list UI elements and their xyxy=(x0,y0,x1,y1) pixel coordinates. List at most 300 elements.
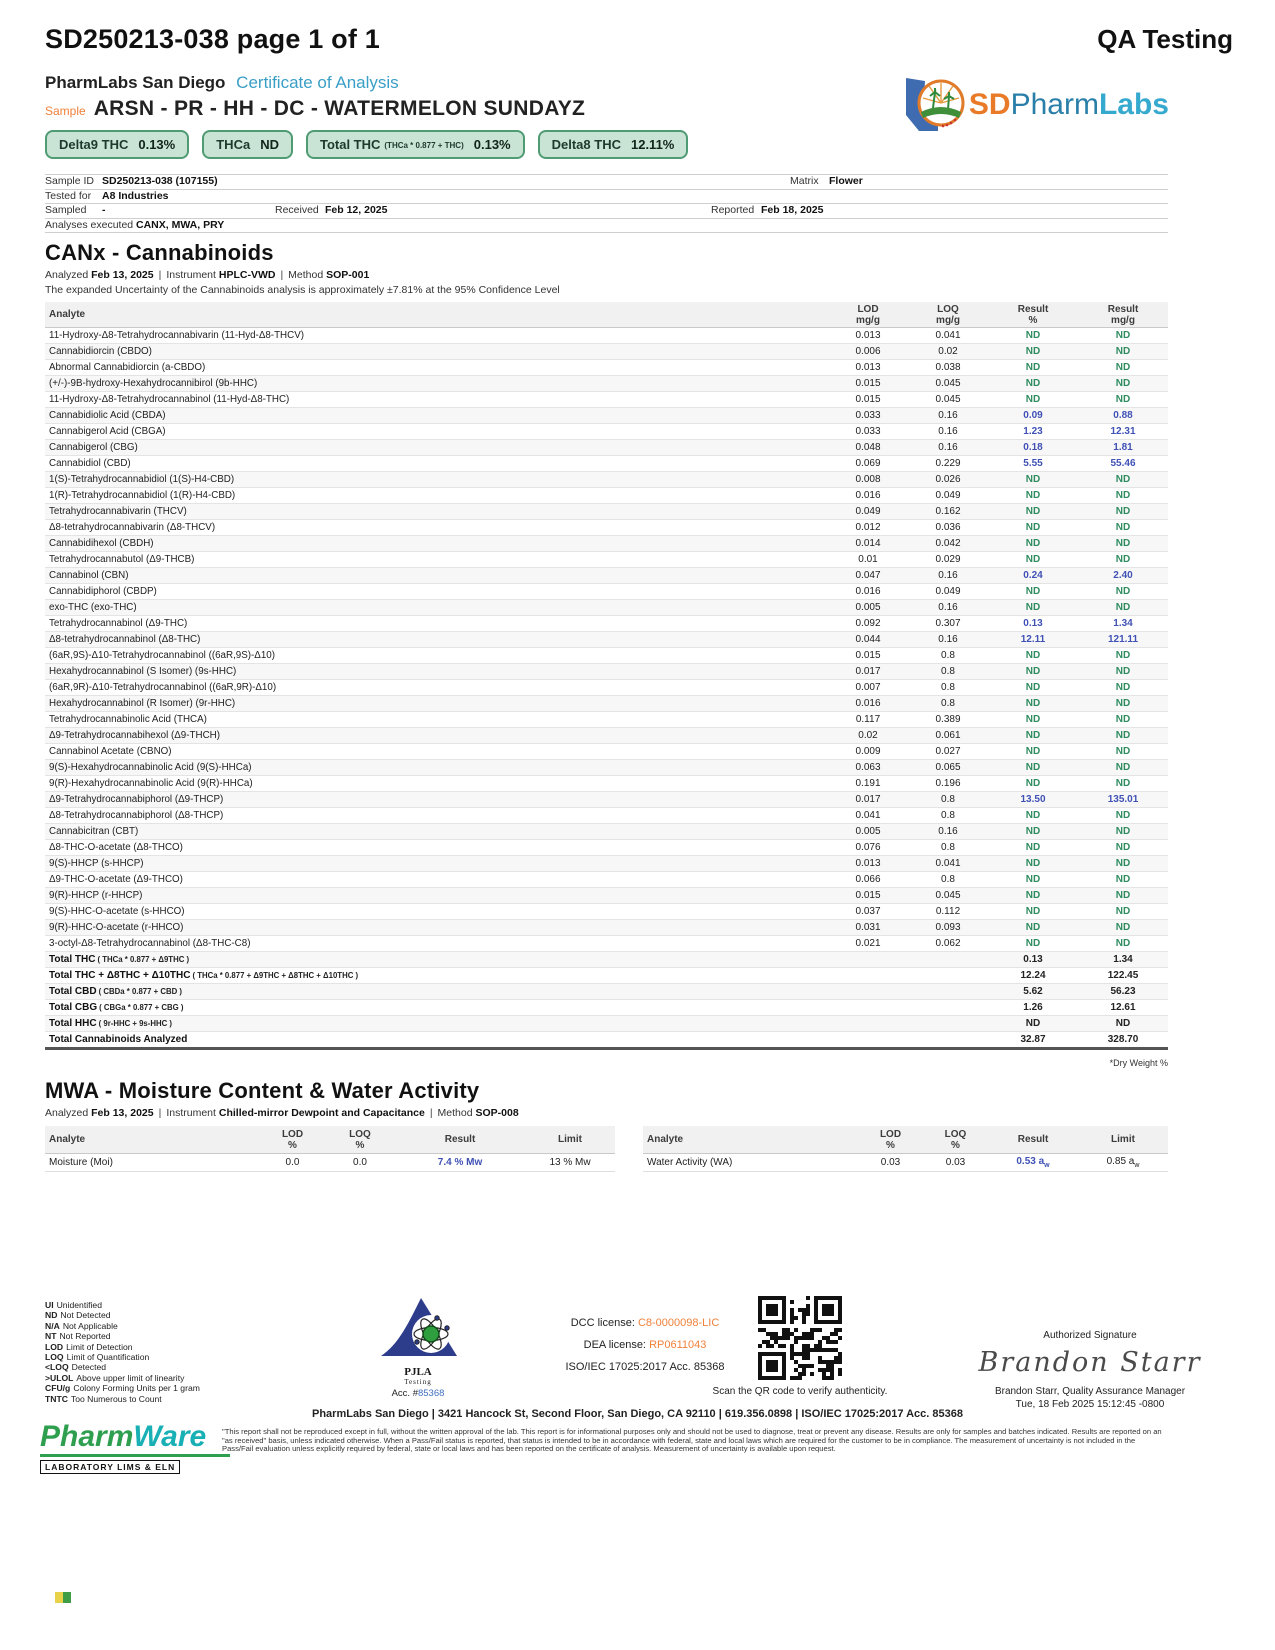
lod-value: 0.014 xyxy=(855,538,881,549)
analyte-row xyxy=(45,568,1168,584)
result-mg: ND xyxy=(1115,650,1131,661)
analyte-name: exo-THC (exo-THC) xyxy=(49,602,137,613)
info-row xyxy=(45,189,1168,204)
lab-title-row xyxy=(45,73,399,93)
result-percent: ND xyxy=(1025,330,1041,341)
result-mg: ND xyxy=(1115,666,1131,677)
sample-label: Sample xyxy=(45,104,86,118)
analyte-row xyxy=(45,424,1168,440)
total-row xyxy=(45,1016,1168,1032)
lod-value: 0.033 xyxy=(855,410,881,421)
result-percent: ND xyxy=(1025,858,1041,869)
sampled-value: - xyxy=(102,204,106,216)
result-mg: ND xyxy=(1115,858,1131,869)
legend-item: ND Not Detected xyxy=(45,1310,111,1321)
legend-abbr: LOD xyxy=(45,1341,64,1352)
received-label: Received xyxy=(275,204,319,216)
analyte-row xyxy=(45,488,1168,504)
result-mg: ND xyxy=(1115,810,1131,821)
loq-value: 0.16 xyxy=(938,634,958,645)
cannabinoids-meta: Analyzed Feb 13, 2025 | Instrument HPLC-VWD | Method SOP-001 xyxy=(45,269,370,281)
analyte-name: 9(S)-Hexahydrocannabinolic Acid (9(S)-HHCa) xyxy=(49,762,252,773)
analyte-row xyxy=(45,776,1168,792)
lod-value: 0.012 xyxy=(855,522,881,533)
column-header: Analyte xyxy=(49,309,86,320)
pharmware-underline xyxy=(40,1454,230,1457)
analyte-name: Cannabidiorcin (CBDO) xyxy=(49,346,152,357)
instrument-value: Chilled-mirror Dewpoint and Capacitance xyxy=(218,1107,425,1119)
lod-value: 0.015 xyxy=(855,378,881,389)
loq-value: 0.093 xyxy=(935,922,961,933)
lod-value: 0.063 xyxy=(855,762,881,773)
analyte-row xyxy=(45,696,1168,712)
loq-value: 0.8 xyxy=(941,682,955,693)
loq-value: 0.229 xyxy=(935,458,961,469)
analyte-row xyxy=(643,1154,1168,1172)
result-mg: ND xyxy=(1115,490,1131,501)
result-percent: ND xyxy=(1025,602,1041,613)
analyte-name: 9(R)-HHC-O-acetate (r-HHCO) xyxy=(49,922,184,933)
analyte-row xyxy=(45,904,1168,920)
pjla-accreditation xyxy=(363,1296,473,1399)
reported-value: Feb 18, 2025 xyxy=(761,204,824,216)
result-percent: ND xyxy=(1025,506,1041,517)
result-mg: ND xyxy=(1115,778,1131,789)
pjla-name: PJLA xyxy=(404,1366,432,1378)
analyte-row xyxy=(45,744,1168,760)
result-mg: ND xyxy=(1115,922,1131,933)
lod-value: 0.092 xyxy=(855,618,881,629)
legend-item: CFU/g Colony Forming Units per 1 gram xyxy=(45,1383,200,1394)
analyte-name: Δ8-tetrahydrocannabinol (Δ8-THC) xyxy=(49,634,201,645)
analyzed-date: Feb 13, 2025 xyxy=(91,269,154,281)
lod-value: 0.03 xyxy=(880,1157,901,1168)
result-mg: ND xyxy=(1115,826,1131,837)
total-percent: 5.62 xyxy=(1023,986,1043,997)
table-header-row xyxy=(643,1126,1168,1154)
result-percent: ND xyxy=(1025,682,1041,693)
analyte-row xyxy=(45,456,1168,472)
result-percent: 13.50 xyxy=(1020,794,1046,805)
pjla-sub: Testing xyxy=(404,1378,432,1386)
result-percent: 0.18 xyxy=(1023,442,1043,453)
instrument-label: Instrument xyxy=(166,1107,216,1119)
result-percent: ND xyxy=(1025,730,1041,741)
page-header xyxy=(45,24,1233,55)
analyte-name: Δ8-tetrahydrocannabivarin (Δ8-THCV) xyxy=(49,522,216,533)
total-row xyxy=(45,1032,1168,1050)
analyte-name: Hexahydrocannabinol (S Isomer) (9s-HHC) xyxy=(49,666,237,677)
result-percent: ND xyxy=(1025,906,1041,917)
badge-value: ND xyxy=(260,137,279,152)
lod-value: 0.016 xyxy=(855,586,881,597)
badge-value: 0.13% xyxy=(138,137,176,152)
result-mg: ND xyxy=(1115,362,1131,373)
method-value: SOP-001 xyxy=(326,269,370,281)
result-mg: ND xyxy=(1115,394,1131,405)
analyte-row xyxy=(45,824,1168,840)
result-percent: 0.24 xyxy=(1023,570,1043,581)
result-mg: ND xyxy=(1115,762,1131,773)
result-mg: 55.46 xyxy=(1110,458,1136,469)
analyte-row xyxy=(45,360,1168,376)
result-mg: ND xyxy=(1115,506,1131,517)
loq-value: 0.036 xyxy=(935,522,961,533)
analyte-name: Δ8-THC-O-acetate (Δ8-THCO) xyxy=(49,842,183,853)
column-header: LOQ mg/g xyxy=(936,303,960,326)
signature-timestamp: Tue, 18 Feb 2025 15:12:45 -0800 xyxy=(1015,1399,1165,1410)
loq-value: 0.038 xyxy=(935,362,961,373)
badge-label: Delta9 THC xyxy=(59,137,129,152)
analyzed-date: Feb 13, 2025 xyxy=(91,1107,154,1119)
badge-label: THCa xyxy=(216,137,251,152)
dea-license: DEA license: RP0611043 xyxy=(583,1339,707,1351)
lod-value: 0.033 xyxy=(855,426,881,437)
method-label: Method xyxy=(288,269,324,281)
result-percent: ND xyxy=(1025,890,1041,901)
total-percent: 12.24 xyxy=(1020,970,1046,981)
loq-value: 0.045 xyxy=(935,378,961,389)
lod-value: 0.013 xyxy=(855,858,881,869)
result-mg: 135.01 xyxy=(1107,794,1139,805)
result-value: 0.53 $a_w$ xyxy=(1016,1156,1050,1169)
loq-value: 0.16 xyxy=(938,442,958,453)
moisture-section xyxy=(45,1078,1168,1172)
lod-value: 0.017 xyxy=(855,666,881,677)
column-header: Result % xyxy=(1017,303,1049,326)
analyte-name: Cannabigerol Acid (CBGA) xyxy=(49,426,166,437)
lod-value: 0.066 xyxy=(855,874,881,885)
sample-id-label: Sample ID xyxy=(45,175,95,187)
lod-value: 0.017 xyxy=(855,794,881,805)
result-percent: ND xyxy=(1025,698,1041,709)
loq-value: 0.16 xyxy=(938,410,958,421)
analyte-name: Tetrahydrocannabinolic Acid (THCA) xyxy=(49,714,207,725)
analyte-row xyxy=(45,712,1168,728)
lod-value: 0.015 xyxy=(855,394,881,405)
analyte-row xyxy=(45,808,1168,824)
analyte-row xyxy=(45,760,1168,776)
loq-value: 0.027 xyxy=(935,746,961,757)
legend-abbr: >ULOL xyxy=(45,1372,74,1383)
analyte-name: Δ8-Tetrahydrocannabiphorol (Δ8-THCP) xyxy=(49,810,224,821)
result-percent: ND xyxy=(1025,394,1041,405)
result-mg: 0.88 xyxy=(1113,410,1133,421)
analyte-row xyxy=(45,552,1168,568)
result-percent: 1.23 xyxy=(1023,426,1043,437)
result-mg: ND xyxy=(1115,522,1131,533)
analyte-name: 9(S)-HHC-O-acetate (s-HHCO) xyxy=(49,906,185,917)
loq-value: 0.16 xyxy=(938,826,958,837)
result-percent: ND xyxy=(1025,746,1041,757)
qa-testing-label: QA Testing xyxy=(1097,24,1233,54)
qr-caption: Scan the QR code to verify authenticity. xyxy=(712,1386,888,1397)
analyte-row xyxy=(45,328,1168,344)
lod-value: 0.016 xyxy=(855,698,881,709)
legend-abbr: ND xyxy=(45,1310,58,1321)
result-mg: ND xyxy=(1115,698,1131,709)
column-header: LOQ % xyxy=(944,1128,967,1151)
column-header: Limit xyxy=(1111,1134,1135,1145)
analyte-name: 11-Hydroxy-Δ8-Tetrahydrocannabinol (11-Hyd-Δ8-THC) xyxy=(49,394,290,405)
result-percent: ND xyxy=(1025,538,1041,549)
pharmlabs-emblem-icon xyxy=(903,74,965,136)
result-percent: ND xyxy=(1025,826,1041,837)
lod-value: 0.037 xyxy=(855,906,881,917)
total-label: Total Cannabinoids Analyzed xyxy=(49,1034,188,1045)
tested-for-value: A8 Industries xyxy=(102,189,169,202)
loq-value: 0.8 xyxy=(941,666,955,677)
page-corner-mark xyxy=(55,1592,71,1603)
analyte-name: (6aR,9R)-Δ10-Tetrahydrocannabinol ((6aR,9R)-Δ10) xyxy=(49,682,277,693)
analyte-row xyxy=(45,536,1168,552)
loq-value: 0.112 xyxy=(935,906,961,917)
legend-abbr: LOQ xyxy=(45,1352,64,1363)
result-mg: ND xyxy=(1115,330,1131,341)
moisture-meta: Analyzed Feb 13, 2025 | Instrument Chilled-mirror Dewpoint and Capacitance | Method SOP-008 xyxy=(45,1107,519,1119)
dry-weight-note: *Dry Weight % xyxy=(1109,1058,1168,1068)
loq-value: 0.065 xyxy=(935,762,961,773)
lod-value: 0.013 xyxy=(855,330,881,341)
analyte-name: Cannabidiol (CBD) xyxy=(49,458,131,469)
analyte-row xyxy=(45,600,1168,616)
loq-value: 0.061 xyxy=(935,730,961,741)
analyte-name: Cannabinol (CBN) xyxy=(49,570,129,581)
total-percent: 32.87 xyxy=(1020,1034,1046,1045)
analyte-name: Cannabinol Acetate (CBNO) xyxy=(49,746,172,757)
analyte-row xyxy=(45,440,1168,456)
cannabinoids-section xyxy=(45,240,1168,1068)
analyte-name: Δ9-Tetrahydrocannabiphorol (Δ9-THCP) xyxy=(49,794,224,805)
analyte-name: Tetrahydrocannabinol (Δ9-THC) xyxy=(49,618,188,629)
result-mg: ND xyxy=(1115,874,1131,885)
method-value: SOP-008 xyxy=(475,1107,519,1119)
lod-value: 0.009 xyxy=(855,746,881,757)
lod-value: 0.048 xyxy=(855,442,881,453)
total-mg: 1.34 xyxy=(1113,954,1133,965)
legend-item: LOQ Limit of Quantification xyxy=(45,1352,150,1363)
loq-value: 0.162 xyxy=(935,506,961,517)
total-row xyxy=(45,1000,1168,1016)
analyte-row xyxy=(45,1154,615,1172)
lod-value: 0.031 xyxy=(855,922,881,933)
total-mg: ND xyxy=(1115,1018,1131,1029)
loq-value: 0.8 xyxy=(941,810,955,821)
column-header: Analyte xyxy=(647,1134,684,1145)
loq-value: 0.16 xyxy=(938,570,958,581)
total-mg: 12.61 xyxy=(1110,1002,1136,1013)
loq-value: 0.045 xyxy=(935,394,961,405)
analyte-row xyxy=(45,632,1168,648)
loq-value: 0.041 xyxy=(935,858,961,869)
instrument-value: HPLC-VWD xyxy=(218,269,276,281)
legend-item: >ULOL Above upper limit of linearity xyxy=(45,1372,185,1383)
column-header: Result xyxy=(1017,1134,1049,1145)
result-mg: 1.81 xyxy=(1113,442,1133,453)
total-row xyxy=(45,952,1168,968)
info-row xyxy=(45,203,1168,218)
result-mg: 1.34 xyxy=(1113,618,1133,629)
analyzed-label: Analyzed xyxy=(45,269,89,281)
analyte-row xyxy=(45,344,1168,360)
lod-value: 0.006 xyxy=(855,346,881,357)
result-percent: ND xyxy=(1025,346,1041,357)
legend-abbr: NT xyxy=(45,1331,57,1342)
lod-value: 0.015 xyxy=(855,650,881,661)
pjla-logo-icon xyxy=(375,1296,461,1360)
total-row xyxy=(45,968,1168,984)
result-mg: ND xyxy=(1115,586,1131,597)
badge-label: Total THC xyxy=(319,137,381,152)
qr-verification xyxy=(680,1296,920,1397)
analyte-row xyxy=(45,728,1168,744)
signature-script: Brandon Starr xyxy=(978,1347,1202,1378)
column-header: LOD % xyxy=(879,1128,902,1151)
legend-abbr: N/A xyxy=(45,1320,60,1331)
result-percent: ND xyxy=(1025,874,1041,885)
analyte-row xyxy=(45,872,1168,888)
analyte-name: Δ9-THC-O-acetate (Δ9-THCO) xyxy=(49,874,183,885)
result-mg: 2.40 xyxy=(1113,570,1133,581)
result-percent: ND xyxy=(1025,810,1041,821)
total-percent: 0.13 xyxy=(1023,954,1043,965)
analyte-name: Cannabidihexol (CBDH) xyxy=(49,538,154,549)
loq-value: 0.026 xyxy=(935,474,961,485)
analyte-name: 11-Hydroxy-Δ8-Tetrahydrocannabivarin (11-Hyd-Δ8-THCV) xyxy=(49,330,305,341)
info-row xyxy=(45,174,1168,189)
table-header-row xyxy=(45,302,1168,328)
result-mg: 12.31 xyxy=(1110,426,1136,437)
sample-row xyxy=(45,97,585,121)
result-percent: ND xyxy=(1025,474,1041,485)
analyte-row xyxy=(45,680,1168,696)
loq-value: 0.03 xyxy=(945,1157,966,1168)
result-percent: ND xyxy=(1025,922,1041,933)
analyte-name: (+/-)-9B-hydroxy-Hexahydrocannibirol (9b-HHC) xyxy=(49,378,258,389)
result-percent: 5.55 xyxy=(1023,458,1043,469)
result-mg: ND xyxy=(1115,474,1131,485)
analyses-value: CANX, MWA, PRY xyxy=(136,218,225,231)
analyte-name: Water Activity (WA) xyxy=(647,1157,733,1168)
result-mg: ND xyxy=(1115,346,1131,357)
analyte-name: Hexahydrocannabinol (R Isomer) (9r-HHC) xyxy=(49,698,236,709)
legend-abbr: UI xyxy=(45,1300,54,1310)
total-label: Total CBG ( CBGa * 0.877 + CBG ) xyxy=(49,1002,184,1013)
loq-value: 0.062 xyxy=(935,938,961,949)
analyte-name: 9(S)-HHCP (s-HHCP) xyxy=(49,858,144,869)
dcc-license: DCC license: C8-0000098-LIC xyxy=(570,1317,720,1329)
report-disclaimer: "This report shall not be reproduced except in full, without the written approval of the lab. This report is for informational purposes only and should not be used to diagnose, treat or prevent any disease. Results are only for samples and batches indicated. Results are reported on an "as received" basis, unless indicated otherwise. When a Pass/Fail status is reported, that status is intended to be in accordance with federal, state and local laws which are required for the customer to be in compliance. The measurement of uncertainty is not included in the Pass/Fail evaluation unless explicitly required by federal, state or local laws and has been reported on the certificate of analysis. Measurement of uncertainty is available upon request. xyxy=(222,1427,1162,1454)
brand-labs: Labs xyxy=(1098,88,1169,121)
loq-value: 0.8 xyxy=(941,874,955,885)
legend-item: TNTC Too Numerous to Count xyxy=(45,1393,162,1404)
analyses-label: Analyses executed xyxy=(45,218,134,231)
total-row xyxy=(45,984,1168,1000)
total-label: Total HHC ( 9r-HHC + 9s-HHC ) xyxy=(49,1018,173,1029)
analyte-row xyxy=(45,584,1168,600)
total-percent: ND xyxy=(1025,1018,1041,1029)
analyte-name: Cannabidiolic Acid (CBDA) xyxy=(49,410,166,421)
loq-value: 0.049 xyxy=(935,490,961,501)
total-label: Total THC ( THCa * 0.877 + Δ9THC ) xyxy=(49,954,190,965)
result-percent: ND xyxy=(1025,842,1041,853)
lod-value: 0.015 xyxy=(855,890,881,901)
loq-value: 0.041 xyxy=(935,330,961,341)
abbreviation-legend xyxy=(45,1300,200,1404)
analyte-row xyxy=(45,648,1168,664)
legend-item: NT Not Reported xyxy=(45,1331,111,1342)
iso-accreditation: ISO/IEC 17025:2017 Acc. 85368 xyxy=(565,1361,725,1373)
analyzed-label: Analyzed xyxy=(45,1107,89,1119)
result-percent: ND xyxy=(1025,490,1041,501)
brand-sd: SD xyxy=(968,88,1011,121)
lod-value: 0.021 xyxy=(855,938,881,949)
loq-value: 0.02 xyxy=(938,346,958,357)
analyte-row xyxy=(45,408,1168,424)
result-percent: 0.13 xyxy=(1023,618,1043,629)
badge-label: Delta8 THC xyxy=(551,137,621,152)
info-row xyxy=(45,218,1168,234)
lod-value: 0.02 xyxy=(858,730,878,741)
sampled-label: Sampled xyxy=(45,204,87,216)
loq-value: 0.8 xyxy=(941,650,955,661)
result-percent: 0.09 xyxy=(1023,410,1043,421)
total-label: Total THC + Δ8THC + Δ10THC ( THCa * 0.877 + Δ9THC + Δ8THC + Δ10THC ) xyxy=(49,970,359,981)
lod-value: 0.008 xyxy=(855,474,881,485)
analyte-row xyxy=(45,472,1168,488)
analyte-row xyxy=(45,936,1168,952)
loq-value: 0.042 xyxy=(935,538,961,549)
result-percent: ND xyxy=(1025,554,1041,565)
summary-badge xyxy=(202,130,293,159)
result-value: 7.4 % Mw xyxy=(437,1157,483,1168)
analyte-row xyxy=(45,504,1168,520)
matrix-value: Flower xyxy=(829,175,863,187)
loq-value: 0.307 xyxy=(935,618,961,629)
column-header: Result xyxy=(444,1134,476,1145)
analyte-name: Δ9-Tetrahydrocannabihexol (Δ9-THCH) xyxy=(49,730,220,741)
loq-value: 0.389 xyxy=(935,714,961,725)
legend-item: N/A Not Applicable xyxy=(45,1320,118,1331)
legend-abbr: CFU/g xyxy=(45,1383,71,1394)
legend-abbr: TNTC xyxy=(45,1393,68,1404)
lod-value: 0.041 xyxy=(855,810,881,821)
lod-value: 0.013 xyxy=(855,362,881,373)
result-percent: ND xyxy=(1025,362,1041,373)
sample-id-value: SD250213-038 (107155) xyxy=(102,175,218,187)
analyte-name: 3-octyl-Δ8-Tetrahydrocannabinol (Δ8-THC-C8) xyxy=(49,938,251,949)
total-label: Total CBD ( CBDa * 0.877 + CBD ) xyxy=(49,986,183,997)
result-mg: ND xyxy=(1115,938,1131,949)
result-percent: ND xyxy=(1025,586,1041,597)
pharmware-tagline: LABORATORY LIMS & ELN xyxy=(40,1460,180,1474)
result-mg: ND xyxy=(1115,890,1131,901)
analyte-row xyxy=(45,520,1168,536)
result-percent: ND xyxy=(1025,762,1041,773)
cannabinoids-title: CANx - Cannabinoids xyxy=(45,240,274,265)
lab-name: PharmLabs San Diego xyxy=(45,73,226,92)
analyte-name: Moisture (Moi) xyxy=(49,1157,113,1168)
analyte-name: (6aR,9S)-Δ10-Tetrahydrocannabinol ((6aR,9S)-Δ10) xyxy=(49,650,275,661)
signature-title: Authorized Signature xyxy=(1043,1330,1137,1341)
analyte-row xyxy=(45,920,1168,936)
analyte-row xyxy=(45,856,1168,872)
analyte-name: Abnormal Cannabidiorcin (a-CBDO) xyxy=(49,362,206,373)
result-percent: ND xyxy=(1025,938,1041,949)
doc-type: Certificate of Analysis xyxy=(236,73,399,92)
legend-item: LOD Limit of Detection xyxy=(45,1341,133,1352)
result-mg: ND xyxy=(1115,602,1131,613)
